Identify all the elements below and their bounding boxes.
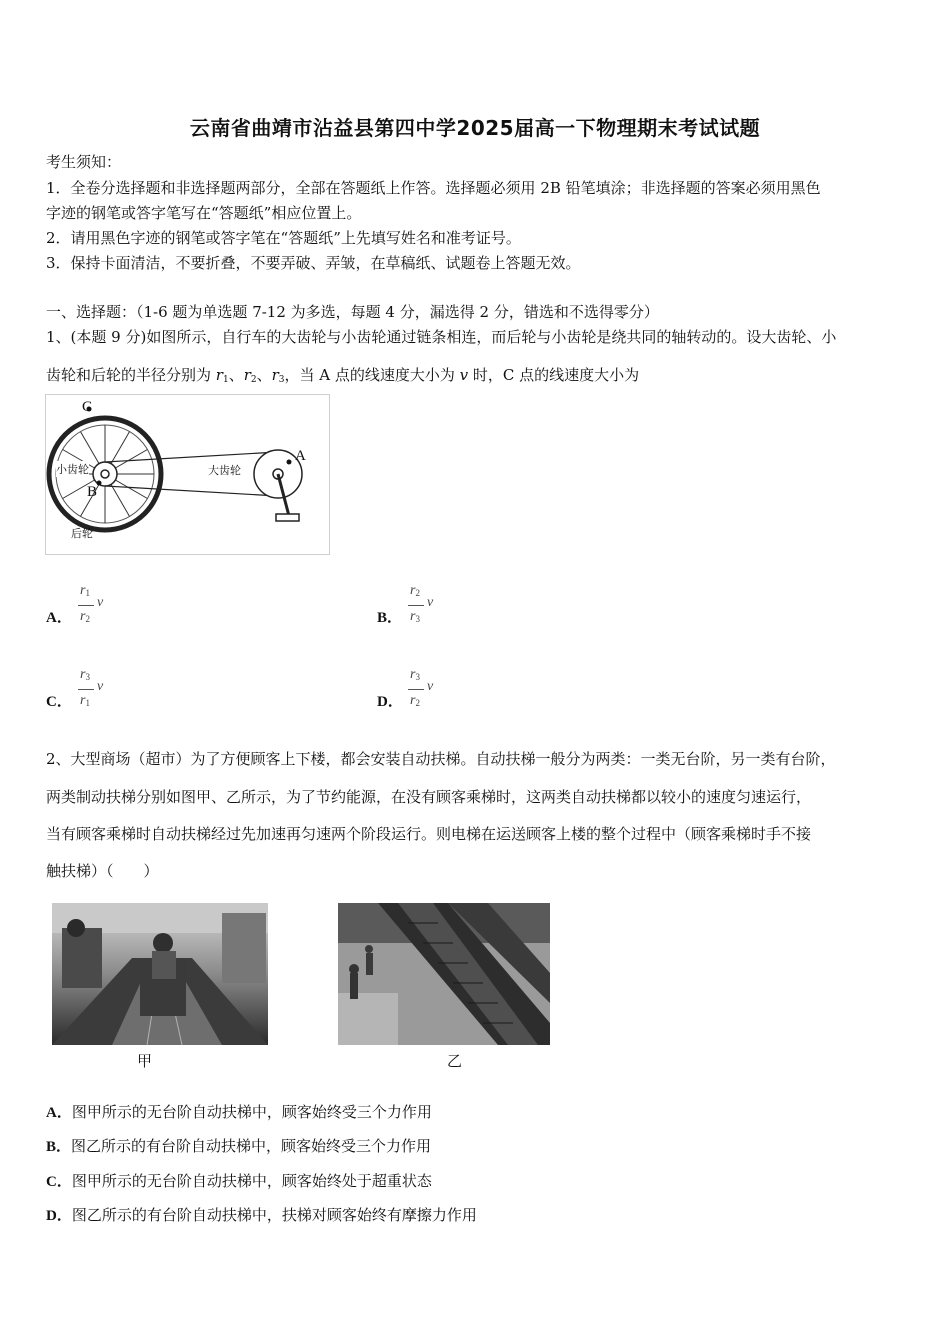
page-title: 云南省曲靖市沾益县第四中学2025届高一下物理期末考试试题: [189, 116, 761, 140]
photo-caption-yi: 乙: [447, 1052, 463, 1070]
notice-item-1-cont: 字迹的钢笔或答字笔写在“答题纸”相应位置上。: [46, 204, 362, 222]
point-c-label: C: [82, 399, 93, 415]
q1-option-c-formula: $r_3$ $r_1$ v: [80, 667, 104, 708]
notice-item-2: 2．请用黑色字迹的钢笔或答字笔在“答题纸”上先填写姓名和准考证号。: [46, 229, 521, 247]
q1-stem-line2: 齿轮和后轮的半径分别为 $r_1$、$r_2$、$r_3$，当 A 点的线速度大小为 v 时，C 点的线速度大小为: [46, 366, 640, 385]
q2-option-b[interactable]: B．图乙所示的有台阶自动扶梯中，顾客始终受三个力作用: [46, 1137, 432, 1155]
q2-stem-line1: 2、大型商场（超市）为了方便顾客上下楼，都会安装自动扶梯。自动扶梯一般分为两类：一类无台阶，另一类有台阶，: [46, 750, 836, 768]
photo-caption-jia: 甲: [137, 1052, 153, 1070]
q2-option-c[interactable]: C．图甲所示的无台阶自动扶梯中，顾客始终处于超重状态: [46, 1172, 432, 1190]
bicycle-gear-figure: [45, 394, 330, 555]
small-gear-label: 小齿轮: [56, 463, 89, 476]
point-a-label: A: [295, 448, 306, 464]
q1-option-b-formula: $r_2$ $r_3$ v: [410, 583, 434, 624]
q2-stem-line2: 两类制动扶梯分别如图甲、乙所示，为了节约能源，在没有顾客乘梯时，这两类自动扶梯都以较小的速度匀速运行，: [46, 788, 812, 806]
notice-item-3: 3．保持卡面清洁，不要折叠，不要弄破、弄皱，在草稿纸、试题卷上答题无效。: [46, 254, 581, 272]
escalator-photo-stepped: [338, 903, 550, 1045]
q2-option-a[interactable]: A．图甲所示的无台阶自动扶梯中，顾客始终受三个力作用: [46, 1103, 432, 1121]
notice-heading: 考生须知：: [46, 153, 122, 171]
q1-option-a-formula: $r_1$ $r_2$ v: [80, 583, 104, 624]
q2-option-d[interactable]: D．图乙所示的有台阶自动扶梯中，扶梯对顾客始终有摩擦力作用: [46, 1206, 477, 1224]
q2-stem-line3: 当有顾客乘梯时自动扶梯经过先加速再匀速两个阶段运行。则电梯在运送顾客上楼的整个过程中（顾客乘梯时手不接: [46, 825, 812, 843]
q1-option-d-formula: $r_3$ $r_2$ v: [410, 667, 434, 708]
q2-stem-line4: 触扶梯）（ ）: [46, 862, 159, 880]
point-b-label: B: [87, 484, 98, 500]
q1-stem-line1: 1、(本题 9 分)如图所示，自行车的大齿轮与小齿轮通过链条相连，而后轮与小齿轮是绕共同的轴转动的。设大齿轮、小: [46, 328, 837, 346]
q1-option-d-letter[interactable]: D．: [377, 694, 403, 710]
escalator-photo-flat: [52, 903, 268, 1045]
q1-option-c-letter[interactable]: C．: [46, 694, 72, 710]
notice-item-1: 1．全卷分选择题和非选择题两部分，全部在答题纸上作答。选择题必须用 2B 铅笔填涂；非选择题的答案必须用黑色: [46, 179, 821, 197]
q1-option-b-letter[interactable]: B．: [377, 610, 403, 626]
section-heading: 一、选择题：（1-6 题为单选题 7-12 为多选，每题 4 分，漏选得 2 分，错选和不选得零分）: [46, 303, 659, 321]
q1-option-a-letter[interactable]: A．: [46, 610, 72, 626]
rear-wheel-label: 后轮: [71, 527, 93, 540]
big-gear-label: 大齿轮: [208, 464, 241, 477]
